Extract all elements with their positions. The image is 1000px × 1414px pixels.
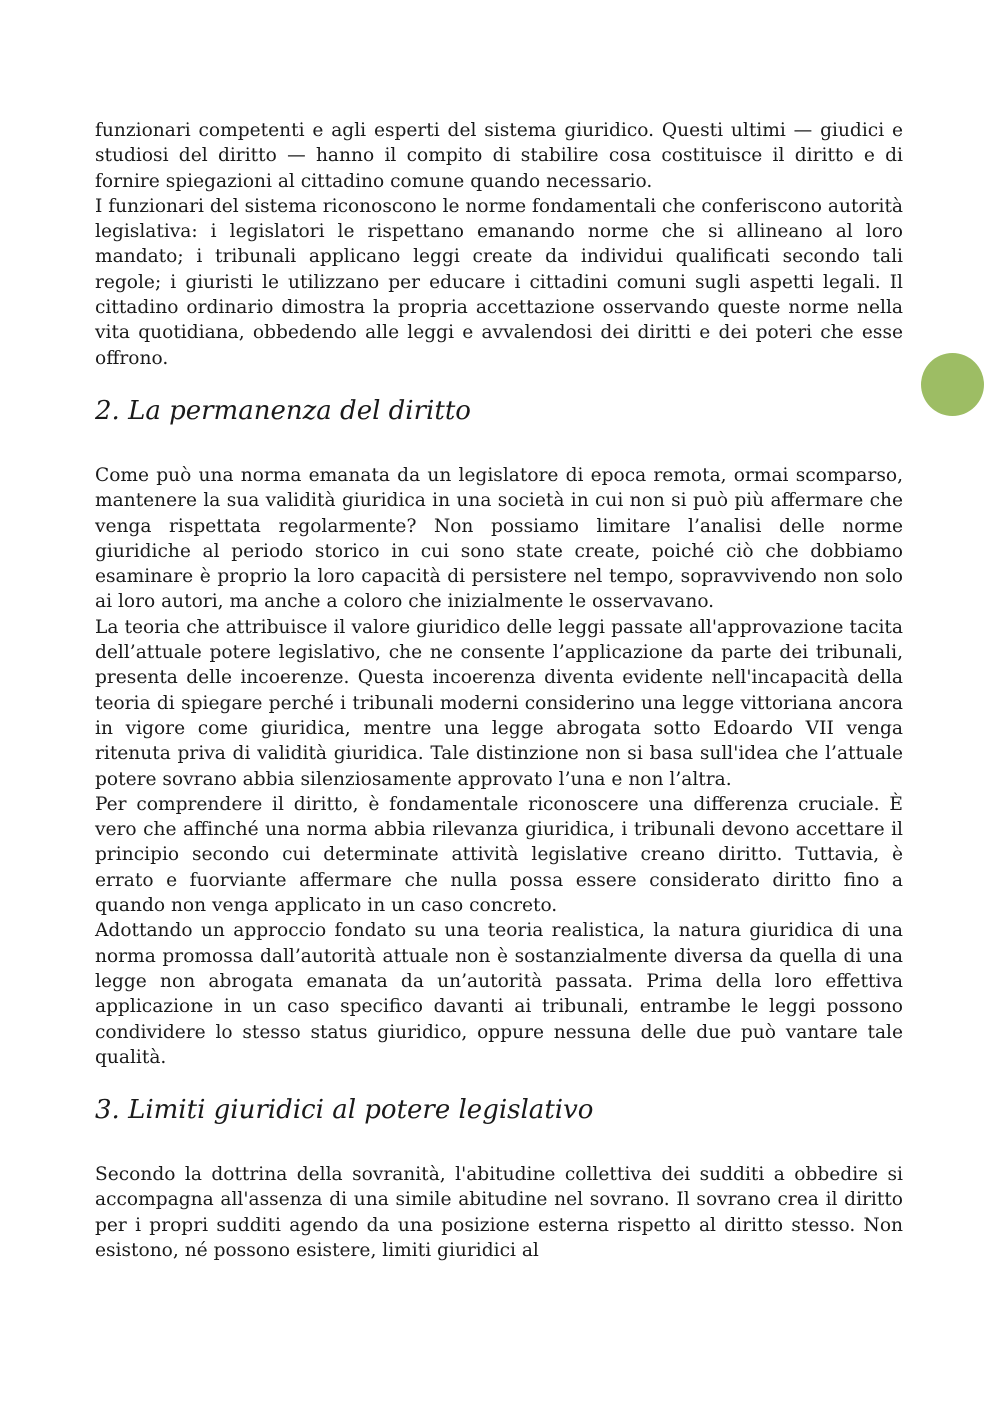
section-heading: 2. La permanenza del diritto (95, 395, 471, 426)
paragraph: funzionari competenti e agli esperti del sistema giuridico. Questi ultimi — giudici e studiosi del diritto — hanno il compito di stabilire cosa costituisce il diritto e di fornire spiegazioni al cittadino comune quando necessario. (95, 120, 903, 192)
section-heading: 3. Limiti giuridici al potere legislativo (95, 1095, 594, 1126)
paragraph: Secondo la dottrina della sovranità, l'abitudine collettiva dei sudditi a obbedire si accompagna all'assenza di una simile abitudine nel sovrano. Il sovrano crea il diritto per i propri sudditi agendo da una posizione esterna rispetto al diritto stesso. Non esistono, né possono esistere, limiti giuridici al (95, 1164, 903, 1261)
section-marker-dot (921, 353, 984, 416)
paragraph: Adottando un approccio fondato su una teoria realistica, la natura giuridica di una norma promossa dall’autorità attuale non è sostanzialmente diversa da quella di una legge non abrogata emanata da un’autorità passata. Prima della loro effettiva applicazione in un caso specifico davanti ai tribunali, entrambe le leggi possono condividere lo stesso status giuridico, oppure nessuna delle due può vantare tale qualità. (95, 920, 903, 1068)
paragraph: La teoria che attribuisce il valore giuridico delle leggi passate all'approvazione tacita dell’attuale potere legislativo, che ne consente l’applicazione da parte dei tribunali, presenta delle incoerenze. Questa incoerenza diventa evidente nell'incapacità della teoria di spiegare perché i tribunali moderni considerino una legge vittoriana ancora in vigore come giuridica, mentre una legge abrogata sotto Edoardo VII venga ritenuta priva di validità giuridica. Tale distinzione non si basa sull'idea che l’attuale potere sovrano abbia silenziosamente approvato l’una e non l’altra. (95, 616, 903, 790)
paragraph: Per comprendere il diritto, è fondamentale riconoscere una differenza cruciale. È vero che affinché una norma abbia rilevanza giuridica, i tribunali devono accettare il principio secondo cui determinate attività legislative creano diritto. Tuttavia, è errato e fuorviante affermare che nulla possa essere considerato diritto fino a quando non venga applicato in un caso concreto. (95, 793, 903, 917)
paragraph: I funzionari del sistema riconoscono le norme fondamentali che conferiscono autorità legislativa: i legislatori le rispettano emanando norme che si allineano al loro mandato; i tribunali applicano leggi create da individui qualificati secondo tali regole; i giuristi le utilizzano per educare i cittadini comuni sugli aspetti legali. Il cittadino ordinario dimostra la propria accettazione osservando queste norme nella vita quotidiana, obbedendo alle leggi e avvalendosi dei diritti e dei poteri che esse offrono. (95, 195, 904, 369)
paragraph: Come può una norma emanata da un legislatore di epoca remota, ormai scomparso, mantenere la sua validità giuridica in una società in cui non si può più affermare che venga rispettata regolarmente? Non possiamo limitare l’analisi delle norme giuridiche al periodo storico in cui sono state create, poiché ciò che dobbiamo esaminare è proprio la loro capacità di persistere nel tempo, sopravvivendo non solo ai loro autori, ma anche a coloro che inizialmente le osservavano. (95, 464, 903, 613)
document-page (95, 118, 903, 1263)
